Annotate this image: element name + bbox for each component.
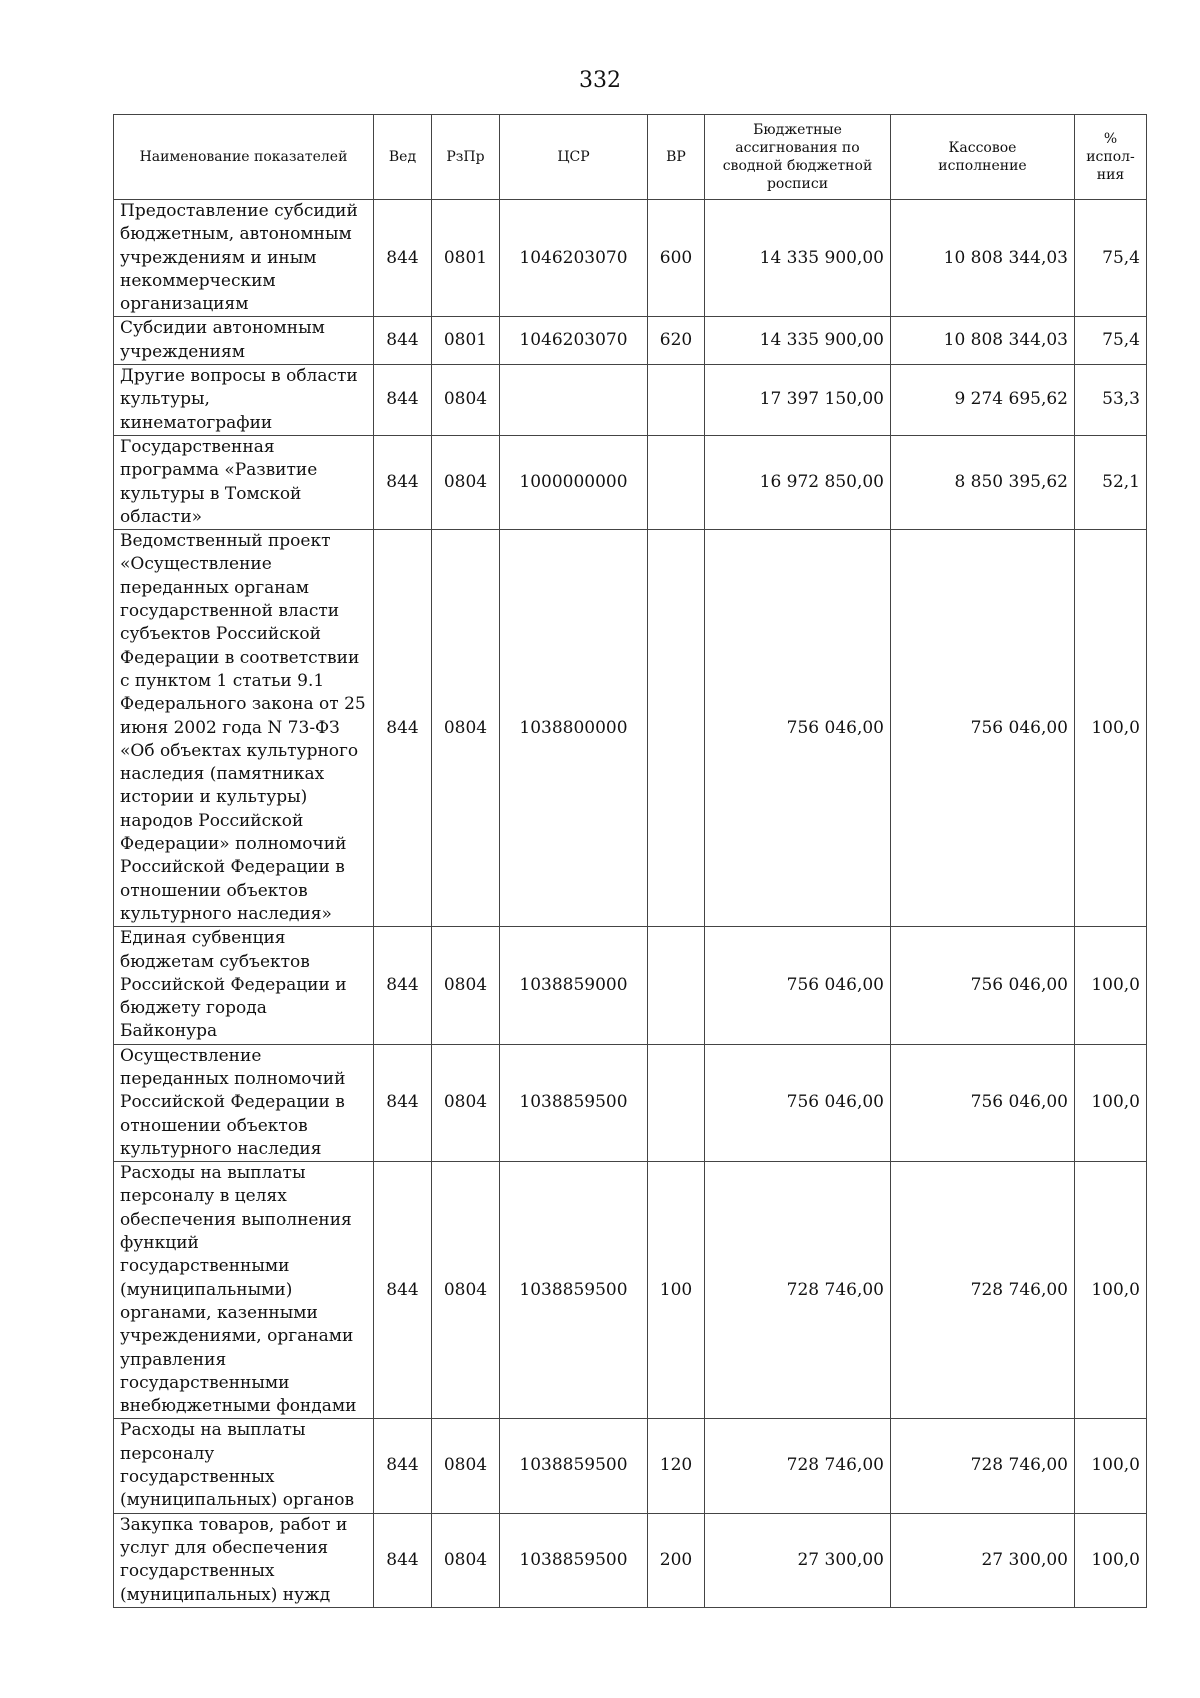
row-rzpr: 0804 (432, 1044, 500, 1161)
row-budget: 756 046,00 (705, 530, 891, 927)
header-vr: ВР (648, 115, 705, 200)
row-budget: 756 046,00 (705, 1044, 891, 1161)
row-csr: 1046203070 (500, 317, 648, 365)
row-rzpr: 0804 (432, 1419, 500, 1513)
row-rzpr: 0804 (432, 927, 500, 1044)
row-rzpr: 0804 (432, 435, 500, 529)
row-ved: 844 (374, 927, 432, 1044)
row-ved: 844 (374, 317, 432, 365)
row-pct: 100,0 (1075, 1513, 1147, 1607)
row-ved: 844 (374, 1419, 432, 1513)
row-pct: 100,0 (1075, 1162, 1147, 1419)
table-row (114, 1044, 1147, 1161)
row-rzpr: 0804 (432, 365, 500, 436)
row-csr: 1038859500 (500, 1419, 648, 1513)
header-cash: Кассовое исполнение (891, 115, 1075, 200)
row-csr: 1038859500 (500, 1513, 648, 1607)
row-ved: 844 (374, 1044, 432, 1161)
header-rzpr: РзПр (432, 115, 500, 200)
row-budget: 27 300,00 (705, 1513, 891, 1607)
header-row (114, 115, 1147, 200)
row-pct: 52,1 (1075, 435, 1147, 529)
row-vr (648, 530, 705, 927)
row-vr: 200 (648, 1513, 705, 1607)
row-rzpr: 0801 (432, 317, 500, 365)
row-csr: 1038859500 (500, 1044, 648, 1161)
row-budget: 728 746,00 (705, 1419, 891, 1513)
row-csr: 1000000000 (500, 435, 648, 529)
row-cash: 756 046,00 (891, 1044, 1075, 1161)
row-vr (648, 927, 705, 1044)
row-rzpr: 0804 (432, 1162, 500, 1419)
header-budget: Бюджетные ассигнования по сводной бюджетной росписи (705, 115, 891, 200)
row-pct: 100,0 (1075, 927, 1147, 1044)
table-row (114, 1419, 1147, 1513)
row-ved: 844 (374, 435, 432, 529)
row-cash: 9 274 695,62 (891, 365, 1075, 436)
table-row (114, 200, 1147, 317)
row-budget: 728 746,00 (705, 1162, 891, 1419)
row-ved: 844 (374, 365, 432, 436)
table-row (114, 1162, 1147, 1419)
row-name: Осуществление переданных полномочий Российской Федерации в отношении объектов культурного наследия (114, 1044, 374, 1161)
row-csr: 1038859000 (500, 927, 648, 1044)
header-name: Наименование показателей (114, 115, 374, 200)
row-cash: 756 046,00 (891, 530, 1075, 927)
row-budget: 17 397 150,00 (705, 365, 891, 436)
row-vr (648, 1044, 705, 1161)
table-row (114, 530, 1147, 927)
row-csr (500, 365, 648, 436)
header-csr: ЦСР (500, 115, 648, 200)
row-vr (648, 365, 705, 436)
row-vr: 120 (648, 1419, 705, 1513)
row-rzpr: 0801 (432, 200, 500, 317)
row-rzpr: 0804 (432, 530, 500, 927)
row-name: Другие вопросы в области культуры, кинематографии (114, 365, 374, 436)
row-pct: 53,3 (1075, 365, 1147, 436)
row-ved: 844 (374, 200, 432, 317)
row-pct: 75,4 (1075, 317, 1147, 365)
row-vr: 100 (648, 1162, 705, 1419)
row-cash: 728 746,00 (891, 1419, 1075, 1513)
row-budget: 16 972 850,00 (705, 435, 891, 529)
row-name: Единая субвенция бюджетам субъектов Российской Федерации и бюджету города Байконура (114, 927, 374, 1044)
table-row (114, 317, 1147, 365)
row-ved: 844 (374, 1162, 432, 1419)
row-budget: 14 335 900,00 (705, 200, 891, 317)
row-budget: 756 046,00 (705, 927, 891, 1044)
row-name: Субсидии автономным учреждениям (114, 317, 374, 365)
row-pct: 100,0 (1075, 530, 1147, 927)
row-pct: 75,4 (1075, 200, 1147, 317)
budget-table (113, 114, 1147, 1608)
row-name: Предоставление субсидий бюджетным, автономным учреждениям и иным некоммерческим организациям (114, 200, 374, 317)
table-row (114, 365, 1147, 436)
header-pct: % испол-ния (1075, 115, 1147, 200)
table-row (114, 1513, 1147, 1607)
row-pct: 100,0 (1075, 1044, 1147, 1161)
row-cash: 27 300,00 (891, 1513, 1075, 1607)
row-csr: 1038859500 (500, 1162, 648, 1419)
row-ved: 844 (374, 1513, 432, 1607)
row-name: Государственная программа «Развитие культуры в Томской области» (114, 435, 374, 529)
row-name: Расходы на выплаты персоналу в целях обеспечения выполнения функций государственными (муниципальными) органами, казенными учреждениями, органами управления государственными внебюджетными фондами (114, 1162, 374, 1419)
row-csr: 1038800000 (500, 530, 648, 927)
header-ved: Вед (374, 115, 432, 200)
row-cash: 10 808 344,03 (891, 317, 1075, 365)
row-csr: 1046203070 (500, 200, 648, 317)
row-cash: 728 746,00 (891, 1162, 1075, 1419)
page-number: 332 (579, 68, 621, 93)
row-vr (648, 435, 705, 529)
row-vr: 620 (648, 317, 705, 365)
row-rzpr: 0804 (432, 1513, 500, 1607)
row-name: Закупка товаров, работ и услуг для обеспечения государственных (муниципальных) нужд (114, 1513, 374, 1607)
row-cash: 756 046,00 (891, 927, 1075, 1044)
row-vr: 600 (648, 200, 705, 317)
row-name: Расходы на выплаты персоналу государственных (муниципальных) органов (114, 1419, 374, 1513)
row-ved: 844 (374, 530, 432, 927)
row-pct: 100,0 (1075, 1419, 1147, 1513)
row-name: Ведомственный проект «Осуществление переданных органам государственной власти субъектов Российской Федерации в соответствии с пунктом 1 статьи 9.1 Федерального закона от 25 июня 2002 года N 73-ФЗ «Об объектах культурного наследия (памятниках истории и культуры) народов Российской Федерации» полномочий Российской Федерации в отношении объектов культурного наследия» (114, 530, 374, 927)
table-row (114, 927, 1147, 1044)
row-budget: 14 335 900,00 (705, 317, 891, 365)
row-cash: 10 808 344,03 (891, 200, 1075, 317)
row-cash: 8 850 395,62 (891, 435, 1075, 529)
table-row (114, 435, 1147, 529)
